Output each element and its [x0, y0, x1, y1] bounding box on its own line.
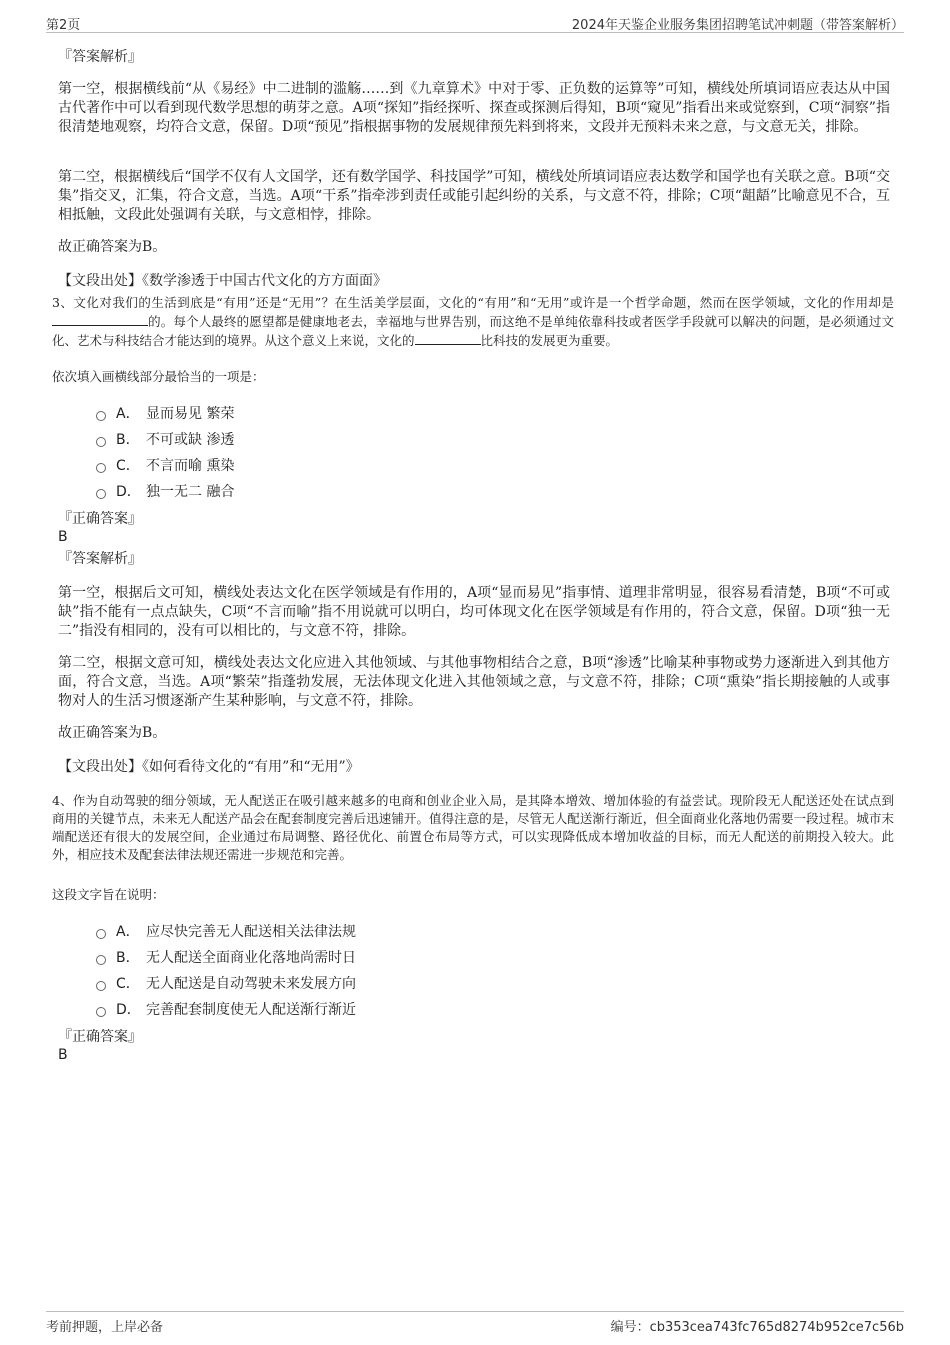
q4-answer: B: [58, 1047, 68, 1063]
q4-prompt: 这段文字旨在说明：: [52, 887, 165, 902]
radio-icon[interactable]: [96, 981, 106, 991]
q3-analysis-label: 『答案解析』: [58, 551, 142, 567]
page-number: 第2页: [46, 18, 81, 33]
q3-stem: [52, 294, 894, 350]
radio-icon[interactable]: [96, 1007, 106, 1017]
radio-icon[interactable]: [96, 411, 106, 421]
radio-icon[interactable]: [96, 955, 106, 965]
page-footer: [46, 1311, 904, 1334]
q3-blank-1: [52, 312, 148, 326]
radio-icon[interactable]: [96, 929, 106, 939]
q4-option-d[interactable]: D． 完善配套制度使无人配送渐行渐近: [96, 996, 356, 1022]
q2-conclusion: 故正确答案为B。: [58, 239, 167, 255]
radio-icon[interactable]: [96, 463, 106, 473]
q3-option-a[interactable]: A． 显而易见 繁荣: [96, 400, 234, 426]
q3-option-c[interactable]: C． 不言而喻 熏染: [96, 452, 234, 478]
document-title: 2024年天鉴企业服务集团招聘笔试冲刺题（带答案解析）: [571, 18, 904, 33]
q4-answer-label: 『正确答案』: [58, 1029, 142, 1045]
document-id: 编号：cb353cea743fc765d8274b952ce7c56b: [610, 1320, 904, 1335]
q2-source: 【文段出处】《数学渗透于中国古代文化的方方面面》: [58, 273, 387, 289]
q4-option-b[interactable]: B． 无人配送全面商业化落地尚需时日: [96, 944, 356, 970]
q2-analysis-label: 『答案解析』: [58, 49, 142, 65]
q3-option-d[interactable]: D． 独一无二 融合: [96, 478, 234, 504]
q3-stem-part-3: 比科技的发展更为重要。: [480, 333, 619, 348]
radio-icon[interactable]: [96, 437, 106, 447]
q4-option-c[interactable]: C． 无人配送是自动驾驶未来发展方向: [96, 970, 356, 996]
q4-option-a[interactable]: A． 应尽快完善无人配送相关法律法规: [96, 918, 356, 944]
radio-icon[interactable]: [96, 489, 106, 499]
q4-options: [96, 918, 356, 1022]
q3-analysis-paragraph-1: 第一空，根据后文可知，横线处表达文化在医学领域是有作用的，A项“显而易见”指事情、道理非常明显，很容易看清楚，B项“不可或缺”指不能有一点点缺失，C项“不言而喻”指不用说就可以明白，均可体现文化在医学领域是有作用的，符合文意，保留。D项“独一无二”指没有相同的，没有可以相比的，与文意不符，排除。: [58, 585, 890, 639]
q3-conclusion: 故正确答案为B。: [58, 725, 167, 741]
q3-blank-2: [415, 331, 481, 345]
q3-options: [96, 400, 234, 504]
q3-source: 【文段出处】《如何看待文化的“有用”和“无用”》: [58, 759, 360, 775]
q3-option-b[interactable]: B． 不可或缺 渗透: [96, 426, 234, 452]
q3-answer-label: 『正确答案』: [58, 511, 142, 527]
q3-prompt: 依次填入画横线部分最恰当的一项是：: [52, 369, 265, 384]
q3-analysis-paragraph-2: 第二空，根据文意可知，横线处表达文化应进入其他领域、与其他事物相结合之意，B项“渗透”比喻某种事物或势力逐渐进入到其他方面，符合文意，当选。A项“繁荣”指蓬勃发展，无法体现文化进入其他领域之意，与文意不符，排除；C项“熏染”指长期接触的人或事物对人的生活习惯逐渐产生某种影响，与文意不符，排除。: [58, 655, 890, 709]
q3-stem-part-2: 的。每个人最终的愿望都是健康地老去，幸福地与世界告别，而这绝不是单纯依靠科技或者医学手段就可以解决的问题，是必须通过文化、艺术与科技结合才能达到的境界。从这个意义上来说，文化的: [52, 314, 894, 348]
q3-answer: B: [58, 529, 68, 545]
footer-slogan: 考前押题，上岸必备: [46, 1320, 164, 1335]
q4-stem: 4、作为自动驾驶的细分领域，无人配送正在吸引越来越多的电商和创业企业入局，是其降本增效、增加体验的有益尝试。现阶段无人配送还处在试点到商用的关键节点，未来无人配送产品会在配套制度完善后迅速铺开。值得注意的是，尽管无人配送渐行渐近，但全面商业化落地仍需要一段过程。城市末端配送还有很大的发展空间，企业通过布局调整、路径优化、前置仓布局等方式，可以实现降低成本增加收益的目标，而无人配送的前期投入较大。此外，相应技术及配套法律法规还需进一步规范和完善。: [52, 793, 894, 862]
q2-analysis-paragraph-2: 第二空，根据横线后“国学不仅有人文国学，还有数学国学、科技国学”可知，横线处所填词语应表达数学和国学也有关联之意。B项“交集”指交叉，汇集，符合文意，当选。A项“干系”指牵涉到责任或能引起纠纷的关系，与文意不符，排除；C项“龃龉”比喻意见不合，互相抵触，文段此处强调有关联，与文意相悖，排除。: [58, 169, 890, 223]
page-header: [46, 12, 904, 33]
q3-stem-part-1: 3、文化对我们的生活到底是“有用”还是“无用”？在生活美学层面，文化的“有用”和“无用”或许是一个哲学命题，然而在医学领域，文化的作用却是: [52, 295, 894, 310]
q2-analysis-paragraph-1: 第一空，根据横线前“从《易经》中二进制的滥觞……到《九章算术》中对于零、正负数的运算等”可知，横线处所填词语应表达从中国古代著作中可以看到现代数学思想的萌芽之意。A项“探知”指经探听、探查或探测后得知，B项“窥见”指看出来或觉察到，C项“洞察”指很清楚地观察，均符合文意，保留。D项“预见”指根据事物的发展规律预先料到将来，文段并无预料未来之意，与文意无关，排除。: [58, 81, 890, 135]
